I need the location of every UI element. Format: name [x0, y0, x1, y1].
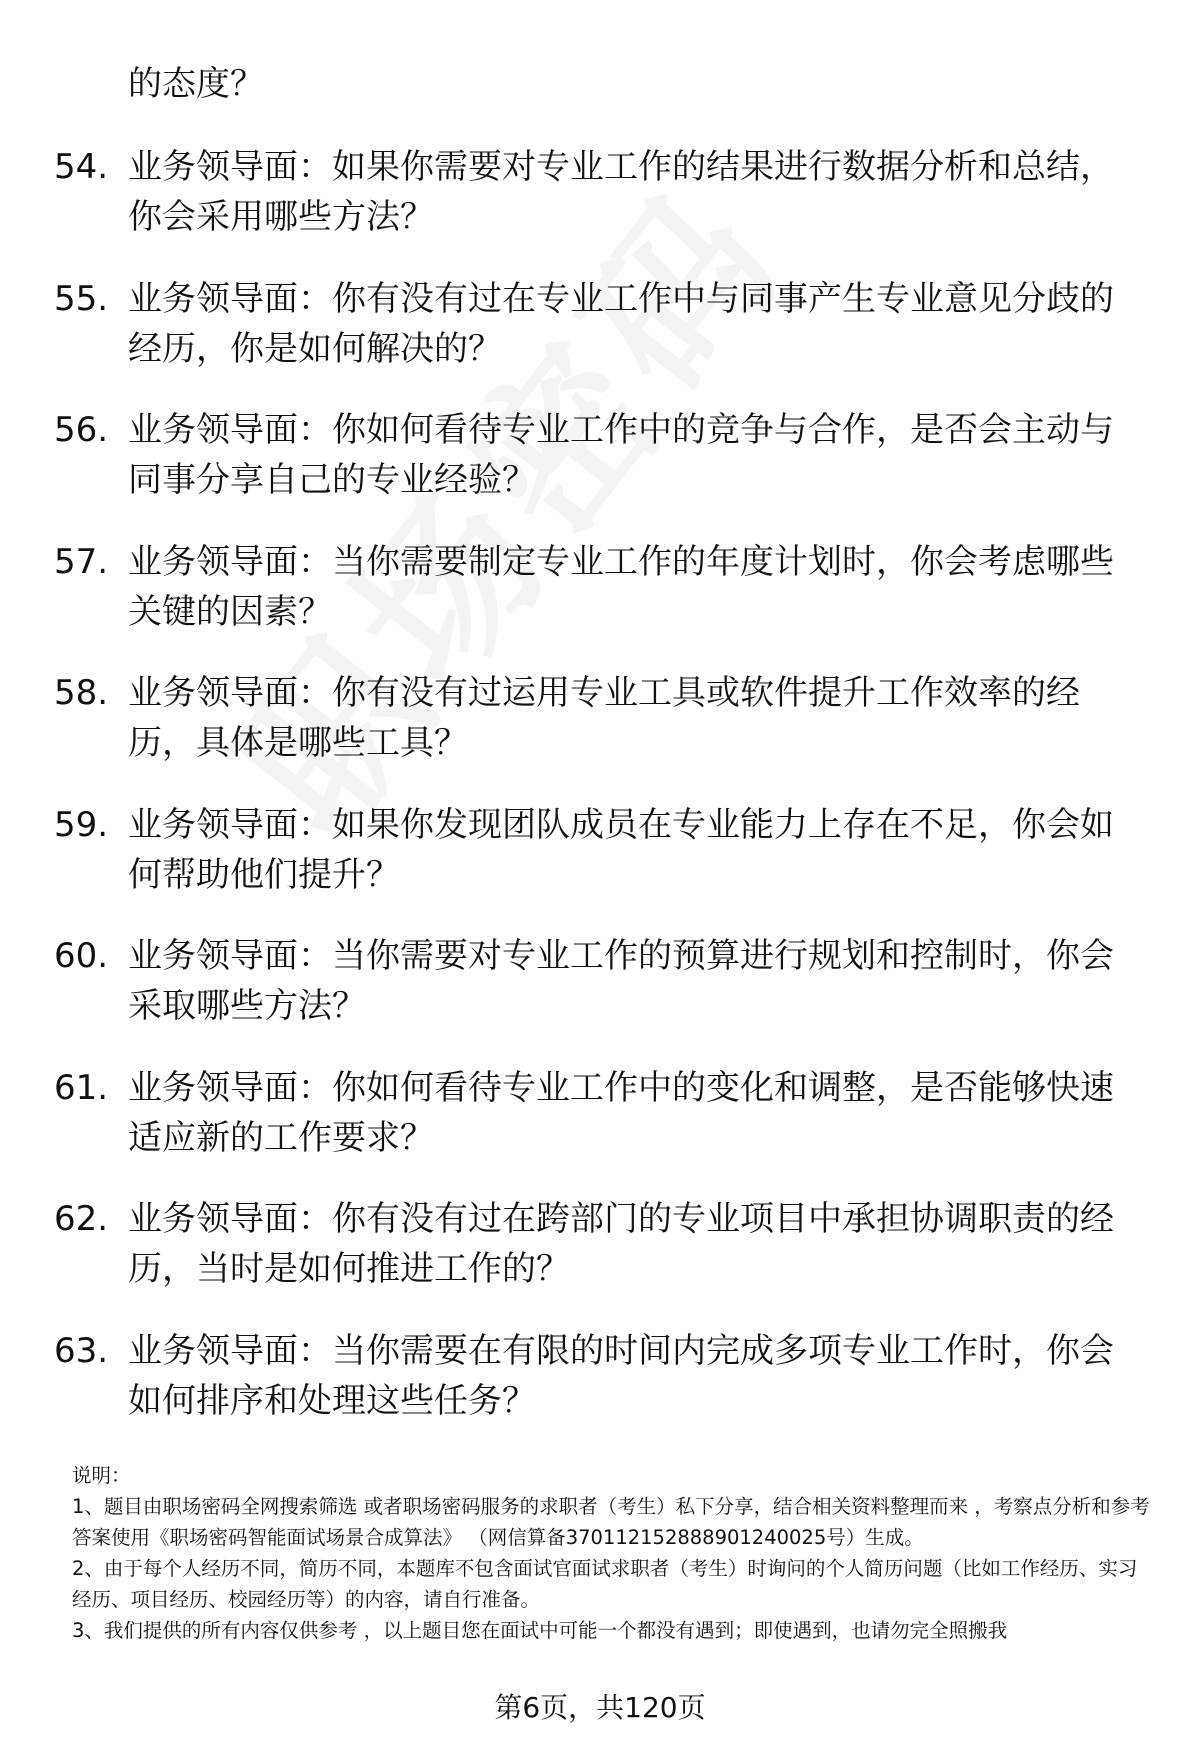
question-item [0, 274, 1200, 406]
question-number: 56. [54, 410, 109, 450]
question-number: 63. [54, 1330, 109, 1371]
question-text: 业务领导面：当你需要制定专业工作的年度计划时，你会考虑哪些关键的因素？ [128, 541, 1114, 632]
question-item [0, 537, 1200, 669]
question-item [0, 405, 1200, 537]
question-text: 业务领导面：你有没有过在跨部门的专业项目中承担协调职责的经历，当时是如何推进工作的？ [128, 1199, 1114, 1289]
note-item: 2、由于每个人经历不同，简历不同，本题库不包含面试官面试求职者（考生）时询问的个人简历问题（比如工作经历、实习经历、项目经历、校园经历等）的内容，请自行准备。 [72, 1557, 1138, 1611]
question-number: 60. [54, 936, 109, 976]
question-item [0, 931, 1200, 1063]
question-item [0, 1326, 1200, 1458]
question-text: 业务领导面：当你需要对专业工作的预算进行规划和控制时，你会采取哪些方法？ [128, 936, 1114, 1026]
note-item: 3、我们提供的所有内容仅供参考 ，以上题目您在面试中可能一个都没有遇到；即使遇到，也请勿完全照搬我 [72, 1619, 1008, 1642]
question-text: 业务领导面：你有没有过在专业工作中与同事产生专业意见分歧的经历，你是如何解决的？ [128, 278, 1114, 369]
question-text: 业务领导面：如果你需要对专业工作的结果进行数据分析和总结，你会采用哪些方法？ [128, 147, 1114, 237]
question-number: 61. [54, 1067, 109, 1108]
question-text: 业务领导面：你如何看待专业工作中的竞争与合作，是否会主动与同事分享自己的专业经验？ [128, 410, 1114, 500]
question-number: 54. [54, 147, 109, 187]
question-number: 59. [54, 804, 109, 845]
notes-section [72, 1460, 1152, 1646]
question-list [0, 142, 1200, 1457]
question-text: 业务领导面：当你需要在有限的时间内完成多项专业工作时，你会如何排序和处理这些任务？ [128, 1330, 1114, 1421]
question-text: 业务领导面：你有没有过运用专业工具或软件提升工作效率的经历，具体是哪些工具？ [128, 673, 1080, 763]
question-item [0, 800, 1200, 932]
continuation-text: 的态度？ [128, 64, 264, 104]
page-footer: 第6页，共120页 [494, 1691, 706, 1724]
question-text: 业务领导面：如果你发现团队成员在专业能力上存在不足，你会如何帮助他们提升？ [128, 804, 1114, 895]
question-item [0, 142, 1200, 274]
note-item: 1、题目由职场密码全网搜索筛选 或者职场密码服务的求职者（考生）私下分享，结合相关资料整理而来 ，考察点分析和参考答案使用《职场密码智能面试场景合成算法》 （网信算备370112152888901240025号）生成。 [72, 1495, 1150, 1549]
question-text: 业务领导面：你如何看待专业工作中的变化和调整，是否能够快速适应新的工作要求？ [128, 1067, 1114, 1158]
notes-heading: 说明： [72, 1464, 131, 1487]
question-item [0, 1194, 1200, 1326]
question-item [0, 1063, 1200, 1195]
question-number: 58. [54, 673, 109, 713]
question-number: 57. [54, 541, 109, 582]
question-number: 55. [54, 278, 109, 319]
question-item [0, 668, 1200, 800]
question-number: 62. [54, 1199, 109, 1239]
